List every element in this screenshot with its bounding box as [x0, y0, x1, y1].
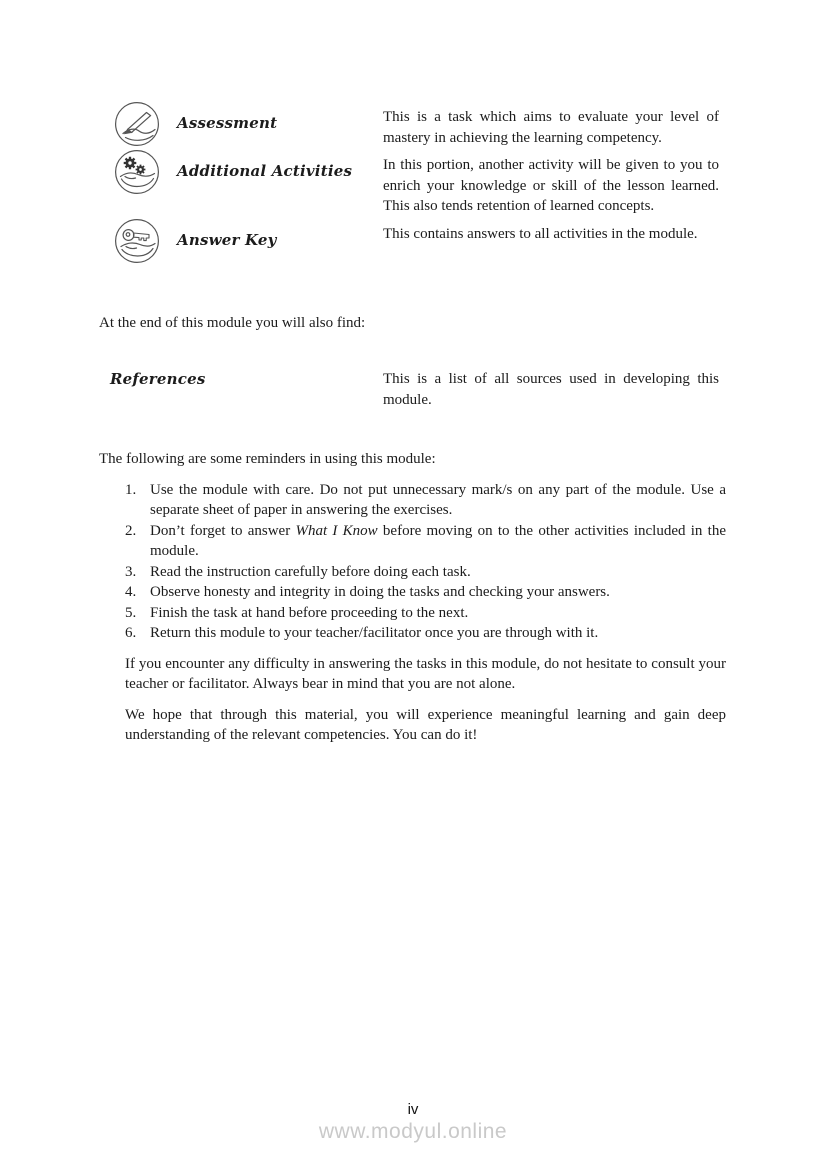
list-item — [125, 480, 726, 521]
references-description: This is a list of all sources used in developing this module. — [383, 371, 719, 408]
reminders-intro: The following are some reminders in using this module: — [99, 451, 436, 467]
list-item-number: 5. — [125, 604, 137, 621]
list-item — [125, 623, 726, 644]
list-item — [125, 562, 726, 583]
list-item-text: Observe honesty and integrity in doing the tasks and checking your answers. — [150, 584, 610, 600]
list-item — [125, 603, 726, 624]
list-item-number: 1. — [125, 481, 137, 498]
section-description: This is a task which aims to evaluate your level of mastery in achieving the learning competency. — [383, 109, 719, 146]
legend-row-additional-activities — [113, 148, 719, 217]
references-row — [110, 369, 719, 410]
list-item-text: Use the module with care. Do not put unnecessary mark/s on any part of the module. Use a separate sheet of paper in answering the exercises. — [150, 481, 726, 518]
reminders-list — [125, 480, 726, 644]
list-item-text: Return this module to your teacher/facilitator once you are through with it. — [150, 625, 599, 641]
list-item — [125, 582, 726, 603]
list-item-number: 3. — [125, 563, 137, 580]
section-label: Answer Key — [177, 230, 277, 249]
hand-writing-icon — [113, 100, 161, 148]
hope-paragraph: We hope that through this material, you will experience meaningful learning and gain deep understanding of the relevant competencies. You can do it! — [125, 706, 726, 743]
closing-note: At the end of this module you will also find: — [99, 314, 366, 331]
list-item-number: 4. — [125, 584, 137, 600]
watermark: www.modyul.online — [318, 1120, 508, 1143]
list-item-text: Read the instruction carefully before doing each task. — [150, 563, 471, 580]
hand-key-icon — [113, 217, 161, 265]
list-item-text: Finish the task at hand before proceeding to the next. — [150, 604, 469, 621]
list-item-text-post: before moving on to the other activities included in the module. — [150, 522, 726, 559]
section-description: In this portion, another activity will be given to you to enrich your knowledge or skill of the lesson learned. This also tends retention of learned concepts. — [383, 157, 719, 214]
list-item-number: 6. — [125, 625, 137, 641]
legend-row-assessment — [113, 100, 719, 148]
list-item-text-italic: What I Know — [295, 522, 378, 539]
list-item-text — [150, 521, 726, 562]
hand-gears-icon — [113, 148, 161, 196]
list-item — [125, 521, 726, 562]
icon-legend-section — [113, 100, 719, 265]
encouragement-paragraph: If you encounter any difficulty in answering the tasks in this module, do not hesitate to consult your teacher or facilitator. Always bear in mind that you are not alone. — [125, 655, 726, 692]
list-item-number: 2. — [125, 522, 137, 539]
section-label: Assessment — [177, 114, 278, 132]
section-description: This contains answers to all activities in the module. — [383, 225, 698, 242]
section-label: Additional Activities — [177, 162, 353, 180]
list-item-text-pre: Don’t forget to answer — [150, 522, 296, 539]
legend-row-answer-key — [113, 217, 719, 265]
references-label: References — [110, 370, 206, 388]
page-number: iv — [407, 1101, 419, 1118]
